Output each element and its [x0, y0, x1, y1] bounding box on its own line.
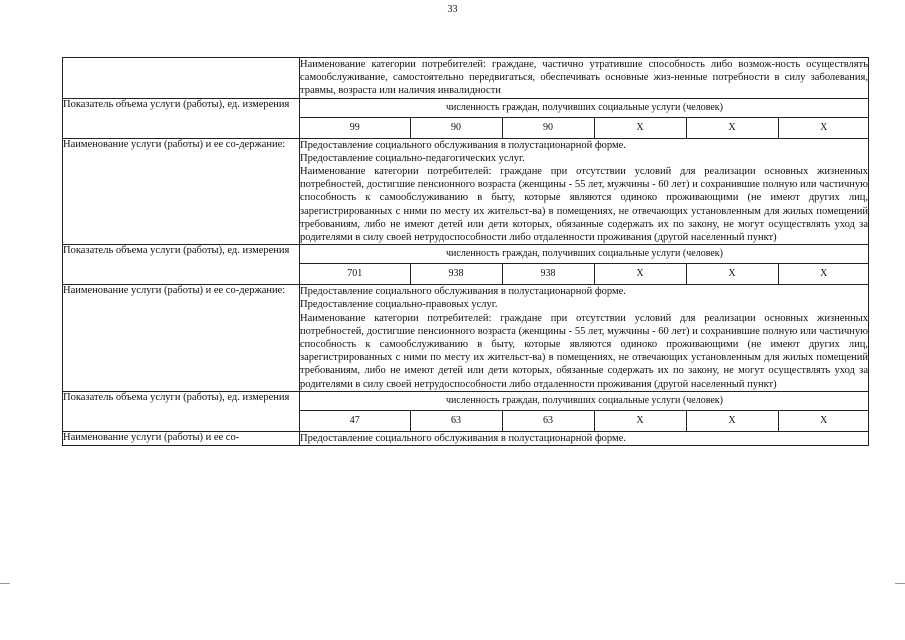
indicator-value: 47	[349, 414, 360, 426]
indicator-value: X	[778, 410, 869, 431]
indicator-value: X	[594, 410, 686, 431]
indicator-caption: численность граждан, получивших социальные услуги (человек)	[300, 392, 869, 411]
indicator-caption: численность граждан, получивших социальные услуги (человек)	[300, 245, 869, 264]
row-label: Наименование услуги (работы) и ее со-держание:	[63, 285, 300, 392]
indicator-row	[63, 391, 869, 431]
row-label: Показатель объема услуги (работы), ед. измерения	[63, 98, 300, 138]
row-label: Показатель объема услуги (работы), ед. измерения	[63, 245, 300, 285]
indicator-value: 63	[502, 410, 594, 431]
indicator-value: 63	[410, 410, 502, 431]
description-paragraph: Предоставление социально-правовых услуг.	[300, 299, 498, 311]
indicator-value: 90	[502, 117, 594, 138]
indicator-row	[63, 98, 869, 138]
left-edge-mark	[0, 583, 10, 584]
indicator-caption: численность граждан, получивших социальные услуги (человек)	[300, 99, 869, 118]
description-row	[63, 138, 869, 245]
row-label	[63, 58, 300, 99]
description-paragraph: Предоставление социально-педагогических услуг.	[300, 152, 525, 164]
row-label: Наименование услуги (работы) и ее со-держание:	[63, 138, 300, 245]
indicator-table	[300, 392, 869, 431]
service-description	[300, 138, 869, 245]
description-paragraph: Предоставление социального обслуживания в полустационарной форме.	[300, 139, 626, 151]
indicator-value: 938	[502, 264, 594, 285]
indicator-value: X	[686, 264, 778, 285]
indicator-value: 99	[349, 121, 360, 133]
description-paragraph: Предоставление социального обслуживания в полустационарной форме.	[300, 432, 626, 444]
indicator-row	[63, 245, 869, 285]
indicator-value: X	[686, 117, 778, 138]
indicator-table	[300, 245, 869, 284]
description-paragraph: Предоставление социального обслуживания в полустационарной форме.	[300, 286, 626, 298]
indicator-value: X	[594, 117, 686, 138]
indicator-value: X	[778, 117, 869, 138]
indicator-value: X	[778, 264, 869, 285]
service-table	[62, 57, 869, 446]
description-row	[63, 431, 869, 445]
page-number: 33	[447, 4, 458, 15]
service-description	[300, 431, 869, 445]
service-description	[300, 285, 869, 392]
indicator-value: X	[594, 264, 686, 285]
description-paragraph: Наименование категории потребителей: граждане при отсутствии условий для реализации основных жизненных потребностей, достигшие пенсионного возраста (женщины - 55 лет, мужчины - 60 лет) и сохранившие полную или частичную способность к самообслуживанию в быту, которые являются одиноко проживающими (не имеют других лиц, зарегистрированных с ними по месту их жительст-ва) в помещениях, не отвечающих установленным для жилых помещений требованиям, либо не имеют детей или дети которых, обязанные содержать их по закону, не могут осуществлять уход за родителями в силу своей нетрудоспособности либо отдаленности проживания (другой населенный пункт)	[300, 312, 868, 390]
indicator-value: 938	[410, 264, 502, 285]
right-edge-mark	[895, 583, 905, 584]
description-row	[63, 58, 869, 99]
indicator-value: 701	[347, 268, 363, 280]
indicator-value: 90	[410, 117, 502, 138]
description-paragraph: Наименование категории потребителей: граждане при отсутствии условий для реализации основных жизненных потребностей, достигшие пенсионного возраста (женщины - 55 лет, мужчины - 60 лет) и сохранившие полную или частичную способность к самообслуживанию в быту, которые являются одиноко проживающими (не имеют других лиц, зарегистрированных с ними по месту их жительст-ва) в помещениях, не отвечающих установленным для жилых помещений требованиям, либо не имеют детей или дети которых, обязанные содержать их по закону, не могут осуществлять уход за родителями в силу своей нетрудоспособности либо отдаленности проживания (другой населенный пункт)	[300, 166, 868, 244]
service-description	[300, 58, 869, 99]
row-label: Показатель объема услуги (работы), ед. измерения	[63, 391, 300, 431]
indicator-value: X	[686, 410, 778, 431]
row-label: Наименование услуги (работы) и ее со-	[63, 431, 300, 445]
description-paragraph: Наименование категории потребителей: граждане, частично утратившие способность либо возмож-ность осуществлять самообслуживание, самостоятельно передвигаться, обеспечивать основные жиз-ненные потребности в силу заболевания, травмы, возраста или наличия инвалидности	[300, 59, 868, 97]
indicator-table	[300, 99, 869, 138]
description-row	[63, 285, 869, 392]
